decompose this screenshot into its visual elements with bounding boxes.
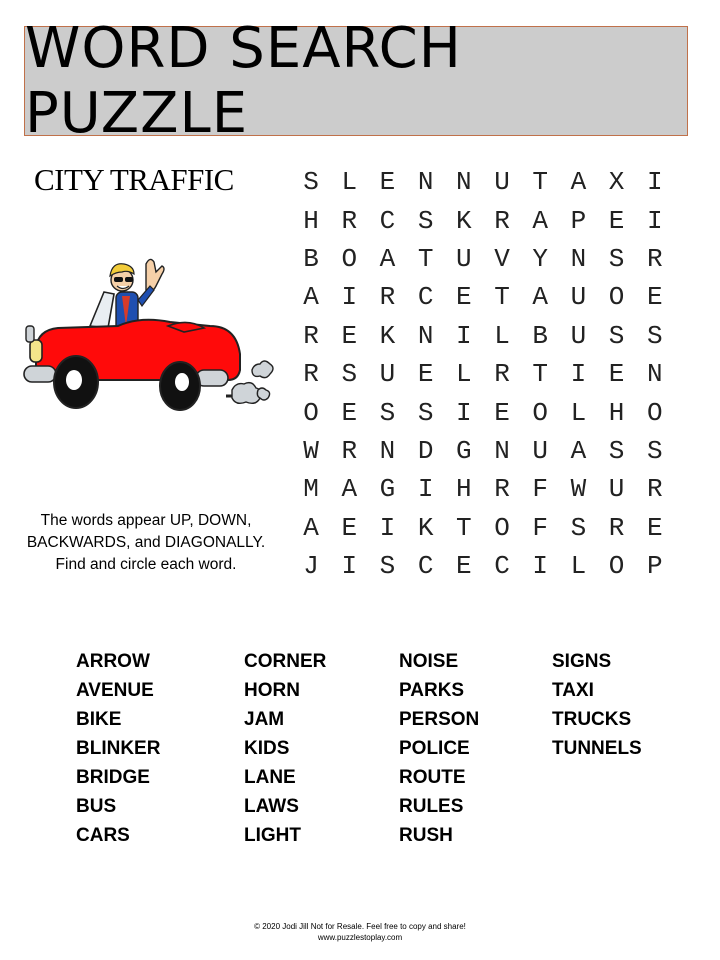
grid-letter[interactable]: B: [303, 243, 319, 274]
grid-letter[interactable]: N: [417, 167, 434, 198]
word-item: ROUTE: [399, 767, 466, 788]
word-item: LIGHT: [244, 825, 301, 846]
grid-letter[interactable]: I: [456, 320, 472, 351]
grid-letter[interactable]: S: [379, 397, 396, 428]
grid-letter[interactable]: I: [532, 551, 549, 582]
grid-letter[interactable]: R: [379, 282, 396, 313]
grid-letter[interactable]: B: [532, 320, 549, 351]
word-item: BLINKER: [76, 738, 161, 759]
grid-letter[interactable]: U: [456, 243, 472, 274]
grid-row: [292, 432, 674, 470]
grid-letter[interactable]: O: [608, 551, 625, 582]
grid-letter[interactable]: U: [608, 474, 625, 505]
grid-letter[interactable]: S: [417, 397, 434, 428]
grid-row: [292, 355, 674, 393]
grid-row: [292, 278, 674, 316]
grid-letter[interactable]: W: [570, 474, 587, 505]
grid-letter[interactable]: E: [456, 551, 472, 582]
grid-letter[interactable]: J: [303, 551, 319, 582]
grid-letter[interactable]: R: [341, 435, 358, 466]
grid-letter[interactable]: O: [608, 282, 625, 313]
grid-letter[interactable]: P: [570, 205, 587, 236]
grid-row: [292, 163, 674, 201]
grid-row: [292, 509, 674, 547]
grid-letter[interactable]: E: [417, 359, 434, 390]
grid-letter[interactable]: A: [570, 167, 587, 198]
grid-letter[interactable]: R: [608, 512, 625, 543]
grid-letter[interactable]: L: [570, 397, 587, 428]
grid-letter[interactable]: C: [417, 551, 434, 582]
grid-letter[interactable]: S: [417, 205, 434, 236]
grid-letter[interactable]: K: [379, 320, 396, 351]
grid-letter[interactable]: R: [303, 359, 319, 390]
word-item: SIGNS: [552, 651, 612, 672]
grid-letter[interactable]: L: [341, 167, 358, 198]
grid-letter[interactable]: A: [532, 282, 549, 313]
grid-row: [292, 393, 674, 431]
website-link[interactable]: www.puzzlestoplay.com: [317, 933, 403, 942]
grid-letter[interactable]: S: [608, 320, 625, 351]
grid-letter[interactable]: G: [456, 435, 472, 466]
grid-letter[interactable]: O: [646, 397, 663, 428]
grid-letter[interactable]: U: [570, 320, 587, 351]
word-item: TAXI: [552, 680, 594, 701]
word-item: BRIDGE: [76, 767, 150, 788]
instructions-line: Find and circle each word.: [55, 556, 237, 573]
word-item: KIDS: [244, 738, 290, 759]
grid-letter[interactable]: K: [417, 512, 434, 543]
grid-letter[interactable]: R: [341, 205, 358, 236]
grid-letter[interactable]: F: [532, 512, 549, 543]
page-title: WORD SEARCH PUZZLE: [25, 16, 462, 146]
puzzle-subtitle: CITY TRAFFIC: [34, 162, 234, 197]
grid-letter[interactable]: E: [646, 512, 663, 543]
grid-letter[interactable]: V: [494, 243, 510, 274]
word-item: RUSH: [399, 825, 453, 846]
grid-letter[interactable]: L: [570, 551, 587, 582]
grid-letter[interactable]: N: [646, 359, 663, 390]
word-column: [399, 647, 479, 850]
grid-letter[interactable]: E: [341, 397, 358, 428]
grid-row: [292, 240, 674, 278]
grid-letter[interactable]: I: [341, 551, 358, 582]
word-item: CARS: [76, 825, 130, 846]
grid-letter[interactable]: T: [456, 512, 472, 543]
grid-letter[interactable]: E: [379, 167, 396, 198]
grid-letter[interactable]: E: [341, 512, 358, 543]
grid-letter[interactable]: R: [494, 359, 510, 390]
grid-letter[interactable]: S: [608, 435, 625, 466]
instructions-text: [20, 510, 272, 576]
grid-letter[interactable]: N: [379, 435, 396, 466]
grid-letter[interactable]: L: [456, 359, 472, 390]
grid-letter[interactable]: A: [379, 243, 396, 274]
grid-letter[interactable]: E: [456, 282, 472, 313]
word-item: ARROW: [76, 651, 150, 672]
word-item: BUS: [76, 796, 117, 817]
grid-letter[interactable]: C: [417, 282, 434, 313]
word-item: RULES: [399, 796, 464, 817]
grid-letter[interactable]: H: [303, 205, 319, 236]
word-item: TUNNELS: [552, 738, 642, 759]
word-item: HORN: [244, 680, 300, 701]
word-column: [76, 647, 160, 850]
word-column: [244, 647, 326, 850]
grid-row: [292, 547, 674, 585]
grid-letter[interactable]: N: [494, 435, 510, 466]
grid-letter[interactable]: U: [532, 435, 549, 466]
grid-letter[interactable]: Y: [532, 243, 549, 274]
grid-letter[interactable]: O: [303, 397, 319, 428]
grid-letter[interactable]: R: [646, 474, 663, 505]
grid-letter[interactable]: T: [494, 282, 510, 313]
grid-letter[interactable]: I: [646, 205, 663, 236]
word-item: PARKS: [399, 680, 465, 701]
grid-letter[interactable]: N: [570, 243, 587, 274]
grid-letter[interactable]: M: [303, 474, 319, 505]
grid-letter[interactable]: U: [570, 282, 587, 313]
grid-letter[interactable]: W: [303, 435, 319, 466]
grid-letter[interactable]: X: [608, 167, 625, 198]
word-item: PERSON: [399, 709, 480, 730]
grid-row: [292, 201, 674, 239]
grid-letter[interactable]: E: [341, 320, 358, 351]
word-item: LANE: [244, 767, 296, 788]
grid-letter[interactable]: P: [646, 551, 663, 582]
grid-letter[interactable]: E: [608, 359, 625, 390]
word-item: AVENUE: [76, 680, 154, 701]
grid-letter[interactable]: C: [379, 205, 396, 236]
grid-letter[interactable]: A: [303, 282, 319, 313]
word-item: LAWS: [244, 796, 299, 817]
word-item: CORNER: [244, 651, 327, 672]
car-illustration: [18, 250, 280, 425]
word-item: NOISE: [399, 651, 459, 672]
grid-letter[interactable]: K: [456, 205, 472, 236]
grid-letter[interactable]: D: [417, 435, 434, 466]
grid-letter[interactable]: S: [646, 320, 663, 351]
grid-letter[interactable]: E: [494, 397, 510, 428]
grid-letter[interactable]: E: [646, 282, 663, 313]
word-item: TRUCKS: [552, 709, 632, 730]
grid-letter[interactable]: S: [646, 435, 663, 466]
grid-letter[interactable]: G: [379, 474, 396, 505]
word-column: [552, 647, 642, 763]
grid-letter[interactable]: O: [532, 397, 549, 428]
grid-letter[interactable]: A: [532, 205, 549, 236]
grid-letter[interactable]: R: [303, 320, 319, 351]
grid-letter[interactable]: T: [532, 167, 549, 198]
word-item: POLICE: [399, 738, 470, 759]
grid-letter[interactable]: N: [456, 167, 472, 198]
grid-letter[interactable]: R: [646, 243, 663, 274]
copyright-footer: [0, 921, 720, 943]
grid-letter[interactable]: T: [532, 359, 549, 390]
title-banner: [24, 16, 688, 146]
instructions-line: BACKWARDS, and DIAGONALLY.: [26, 534, 266, 551]
grid-letter[interactable]: O: [341, 243, 358, 274]
grid-row: [292, 470, 674, 508]
grid-letter[interactable]: R: [494, 205, 510, 236]
grid-letter[interactable]: O: [494, 512, 510, 543]
grid-letter[interactable]: F: [532, 474, 549, 505]
grid-letter[interactable]: U: [494, 167, 510, 198]
grid-letter[interactable]: E: [608, 205, 625, 236]
grid-letter[interactable]: S: [303, 167, 319, 198]
grid-letter[interactable]: T: [417, 243, 434, 274]
grid-letter[interactable]: S: [341, 359, 358, 390]
grid-letter[interactable]: R: [494, 474, 510, 505]
grid-letter[interactable]: L: [494, 320, 510, 351]
word-item: BIKE: [76, 709, 122, 730]
grid-letter[interactable]: C: [494, 551, 510, 582]
grid-letter[interactable]: S: [379, 551, 396, 582]
grid-row: [292, 317, 674, 355]
grid-letter[interactable]: S: [570, 512, 587, 543]
grid-letter[interactable]: N: [417, 320, 434, 351]
grid-letter[interactable]: A: [570, 435, 587, 466]
copyright-text: © 2020 Jodi Jill Not for Resale. Feel free to copy and share!: [254, 922, 466, 931]
grid-letter[interactable]: I: [456, 397, 472, 428]
grid-letter[interactable]: I: [646, 167, 663, 198]
grid-letter[interactable]: I: [417, 474, 434, 505]
grid-letter[interactable]: A: [303, 512, 319, 543]
letter-grid: [292, 163, 674, 585]
grid-letter[interactable]: H: [456, 474, 472, 505]
grid-letter[interactable]: H: [608, 397, 625, 428]
grid-letter[interactable]: S: [608, 243, 625, 274]
grid-letter[interactable]: I: [341, 282, 358, 313]
grid-letter[interactable]: I: [379, 512, 396, 543]
word-item: JAM: [244, 709, 285, 730]
grid-letter[interactable]: A: [341, 474, 358, 505]
grid-letter[interactable]: U: [379, 359, 396, 390]
grid-letter[interactable]: I: [570, 359, 587, 390]
instructions-line: The words appear UP, DOWN,: [40, 512, 252, 529]
